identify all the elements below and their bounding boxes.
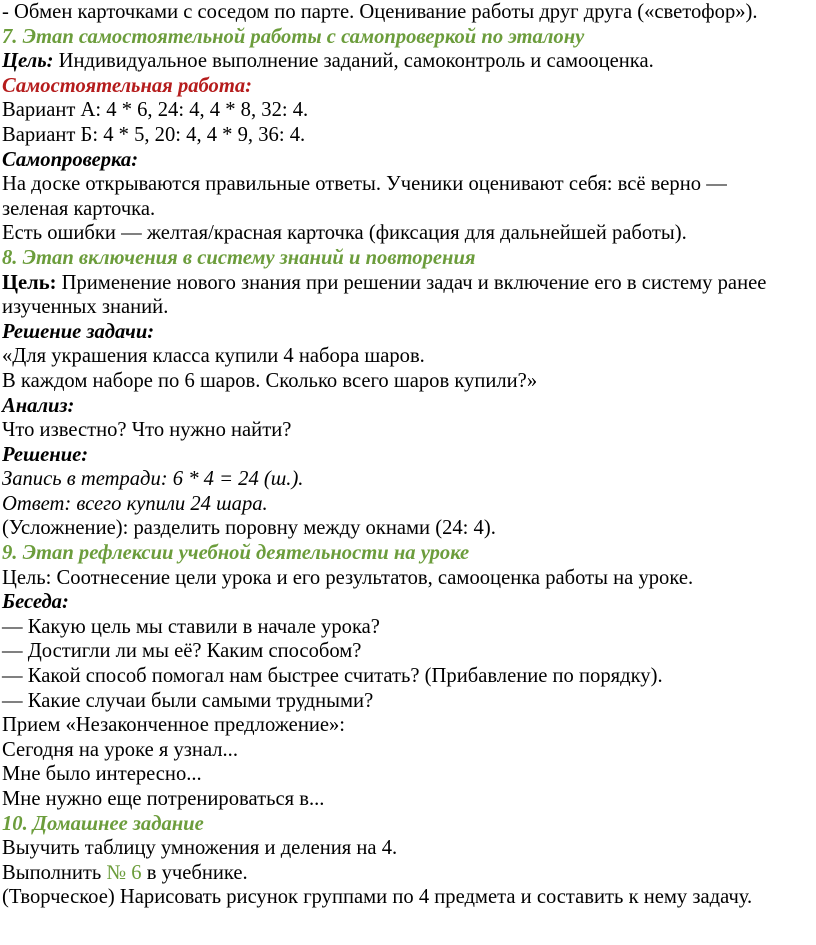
subheading-self-check: Самопроверка: xyxy=(2,148,139,171)
text-line: Есть ошибки — желтая/красная карточка (фиксация для дальнейшей работы). xyxy=(2,222,687,245)
text-line: (Творческое) Нарисовать рисунок группами по 4 предмета и составить к нему задачу. xyxy=(2,886,753,909)
goal-line-8 xyxy=(2,271,816,296)
goal-label: Цель: xyxy=(2,271,57,294)
text-line: Цель: Соотнесение цели урока и его результатов, самооценка работы на уроке. xyxy=(2,566,694,589)
text-line: изученных знаний. xyxy=(2,296,169,319)
text-line: «Для украшения класса купили 4 набора шаров. xyxy=(2,345,425,368)
goal-line-7 xyxy=(2,49,816,74)
question-line: — Достигли ли мы её? Каким способом? xyxy=(2,640,362,663)
text-line: Мне нужно еще потренироваться в... xyxy=(2,788,325,810)
variant-a: Вариант А: 4 * 6, 24: 4, 4 * 8, 32: 4. xyxy=(2,99,309,122)
text-line: - Обмен карточками с соседом по парте. Оценивание работы друг друга («светофор»). xyxy=(2,1,758,23)
text-line: Что известно? Что нужно найти? xyxy=(2,419,292,442)
subheading-task-solution: Решение задачи: xyxy=(2,320,155,343)
homework-text-start: Выполнить xyxy=(2,861,107,884)
variant-b: Вариант Б: 4 * 5, 20: 4, 4 * 9, 36: 4. xyxy=(2,123,306,146)
goal-text: Индивидуальное выполнение заданий, самоконтроль и самооценка. xyxy=(53,50,654,73)
subheading-solution: Решение: xyxy=(2,443,89,466)
homework-text-end: в учебнике. xyxy=(141,861,248,884)
text-line: Выучить таблицу умножения и деления на 4. xyxy=(2,837,398,860)
exercise-number: № 6 xyxy=(106,861,142,884)
text-line: (Усложнение): разделить поровну между окнами (24: 4). xyxy=(2,517,496,540)
text-line: На доске открываются правильные ответы. Ученики оценивают себя: всё верно — xyxy=(2,173,727,196)
subheading-independent-work: Самостоятельная работа: xyxy=(2,74,253,97)
section-heading-7: 7. Этап самостоятельной работы с самопроверкой по эталону xyxy=(2,25,585,48)
text-line: зеленая карточка. xyxy=(2,197,156,220)
notebook-record: Запись в тетради: 6 * 4 = 24 (ш.). xyxy=(2,468,304,491)
section-heading-9: 9. Этап рефлексии учебной деятельности на уроке xyxy=(2,542,470,565)
text-line: В каждом наборе по 6 шаров. Сколько всего шаров купили?» xyxy=(2,369,538,392)
answer-line: Ответ: всего купили 24 шара. xyxy=(2,492,268,515)
question-line: — Какую цель мы ставили в начале урока? xyxy=(2,615,380,638)
goal-text: Применение нового знания при решении задач и включение его в систему ранее xyxy=(56,271,767,294)
section-heading-10: 10. Домашнее задание xyxy=(2,812,204,835)
section-heading-8: 8. Этап включения в систему знаний и повторения xyxy=(2,246,476,269)
question-line: — Какой способ помогал нам быстрее считать? (Прибавление по порядку). xyxy=(2,665,663,688)
text-line: Сегодня на уроке я узнал... xyxy=(2,738,238,761)
subheading-conversation: Беседа: xyxy=(2,591,69,614)
text-line: Мне было интересно... xyxy=(2,763,202,786)
subheading-analysis: Анализ: xyxy=(2,394,75,417)
text-line: Прием «Незаконченное предложение»: xyxy=(2,714,346,737)
question-line: — Какие случаи были самыми трудными? xyxy=(2,689,374,712)
goal-label: Цель: xyxy=(2,50,54,73)
homework-line xyxy=(2,861,816,886)
